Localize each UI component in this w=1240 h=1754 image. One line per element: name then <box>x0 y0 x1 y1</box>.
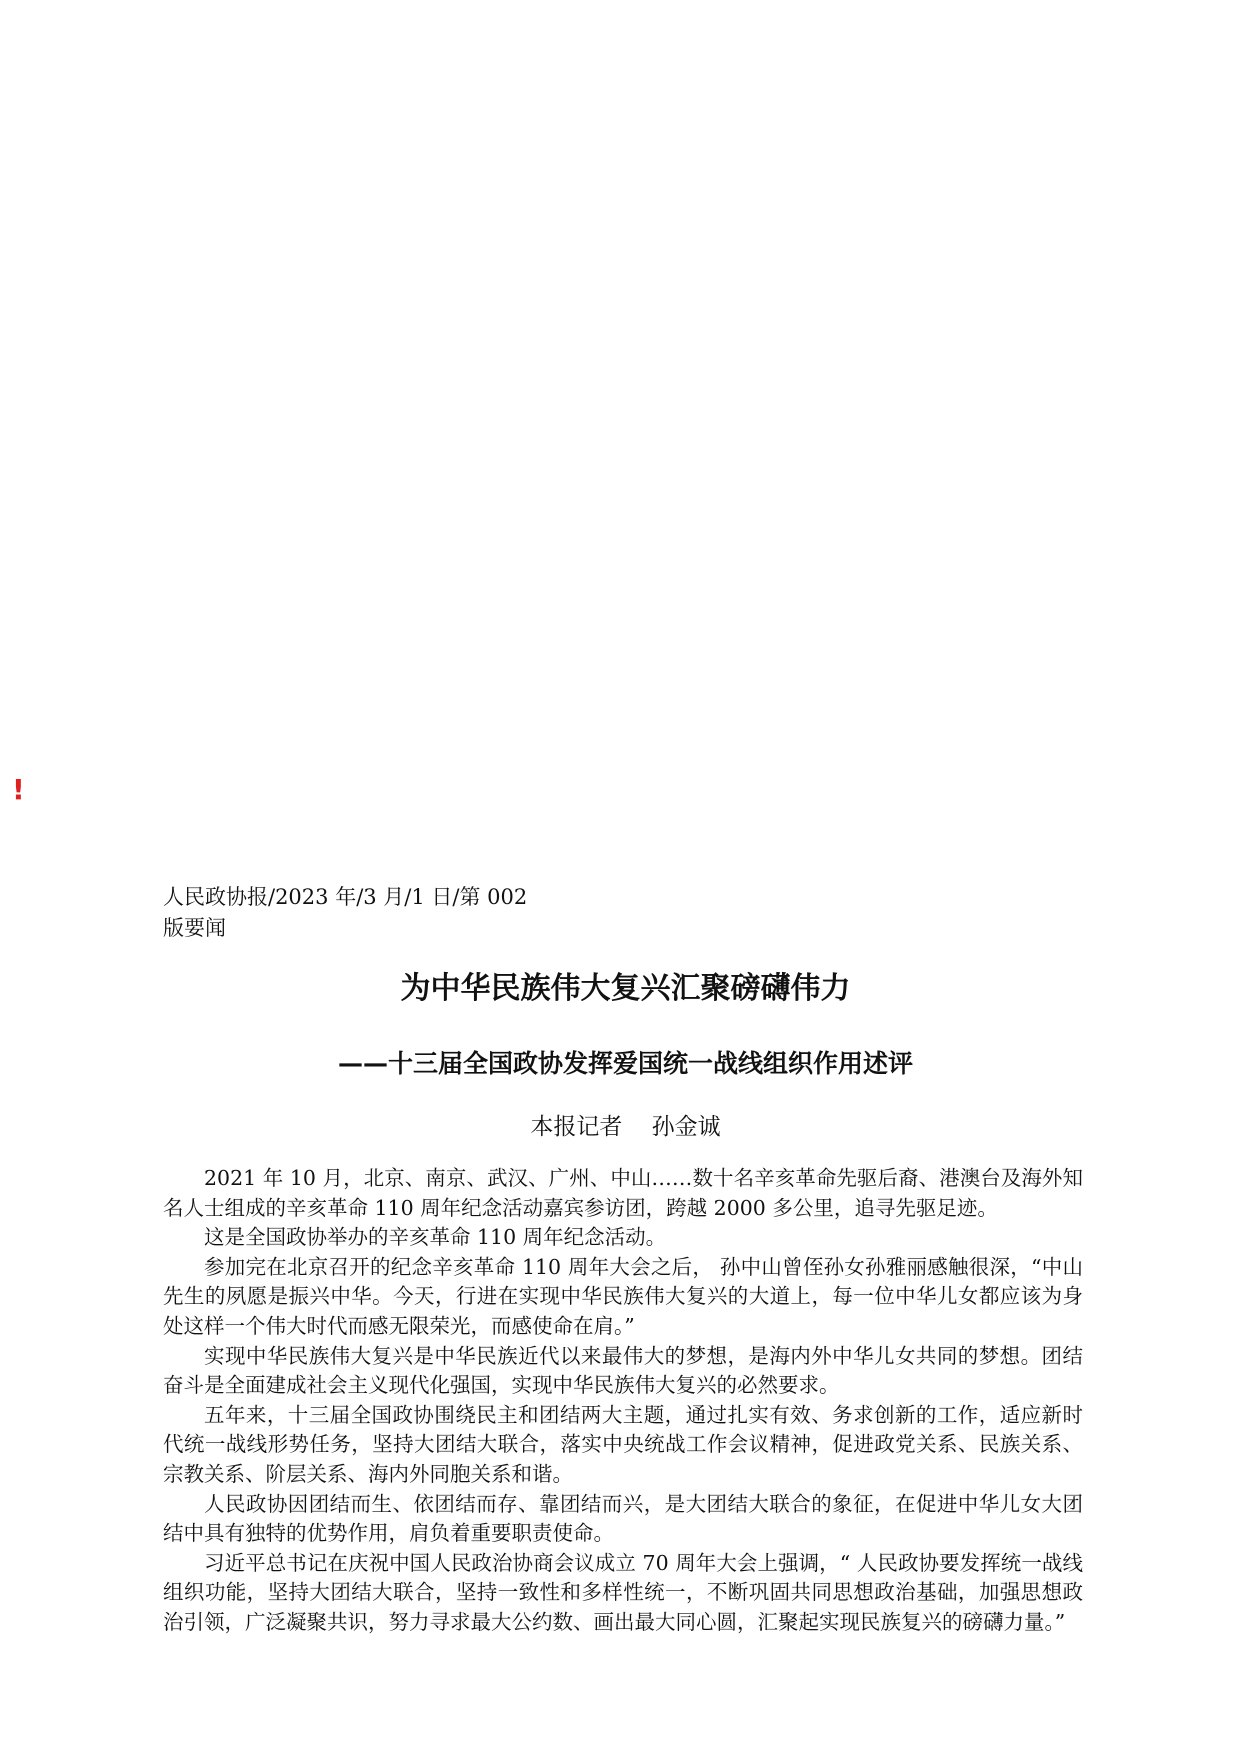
source-line <box>163 882 643 944</box>
article-paragraph: 实现中华民族伟大复兴是中华民族近代以来最伟大的梦想，是海内外中华儿女共同的梦想。团结奋斗是全面建成社会主义现代化强国，实现中华民族伟大复兴的必然要求。 <box>163 1343 1083 1398</box>
article-paragraph: 习近平总书记在庆祝中国人民政治协商会议成立 70 周年大会上强调，“ 人民政协要发挥统一战线组织功能，坚持大团结大联合，坚持一致性和多样性统一，不断巩固共同思想政治基础，加强思想政治引领，广泛凝聚共识，努力寻求最大公约数、画出最大同心圆，汇聚起实现民族复兴的磅礴力量。” <box>163 1550 1083 1634</box>
article-title: 为中华民族伟大复兴汇聚磅礴伟力 <box>400 971 851 1006</box>
alert-marker: ! <box>12 773 25 806</box>
source-line-1: 人民政协报/2023 年/3 月/1 日/第 002 <box>163 885 528 909</box>
article-paragraph: 参加完在北京召开的纪念辛亥革命 110 周年大会之后， 孙中山曾侄孙女孙雅丽感触很深，“中山先生的夙愿是振兴中华。今天，行进在实现中华民族伟大复兴的大道上，每一位中华儿女都应该为身处这样一个伟大时代而感无限荣光，而感使命在肩。” <box>163 1254 1083 1338</box>
article-paragraph: 人民政协因团结而生、依团结而存、靠团结而兴，是大团结大联合的象征，在促进中华儿女大团结中具有独特的优势作用，肩负着重要职责使命。 <box>163 1491 1083 1546</box>
article-body <box>163 1164 1083 1638</box>
article-subtitle: ——十三届全国政协发挥爱国统一战线组织作用述评 <box>337 1049 913 1078</box>
article-paragraph: 这是全国政协举办的辛亥革命 110 周年纪念活动。 <box>204 1225 667 1250</box>
source-line-2: 版要闻 <box>163 916 226 940</box>
article-paragraph: 2021 年 10 月，北京、南京、武汉、广州、中山……数十名辛亥革命先驱后裔、港澳台及海外知名人士组成的辛亥革命 110 周年纪念活动嘉宾参访团，跨越 2000 多公里，追寻先驱足迹。 <box>163 1166 1083 1220</box>
article-paragraph: 五年来，十三届全国政协围绕民主和团结两大主题，通过扎实有效、务求创新的工作，适应新时代统一战线形势任务，坚持大团结大联合，落实中央统战工作会议精神，促进政党关系、民族关系、宗教关系、阶层关系、海内外同胞关系和谐。 <box>163 1402 1083 1486</box>
article-byline: 本报记者 孙金诚 <box>530 1114 721 1140</box>
